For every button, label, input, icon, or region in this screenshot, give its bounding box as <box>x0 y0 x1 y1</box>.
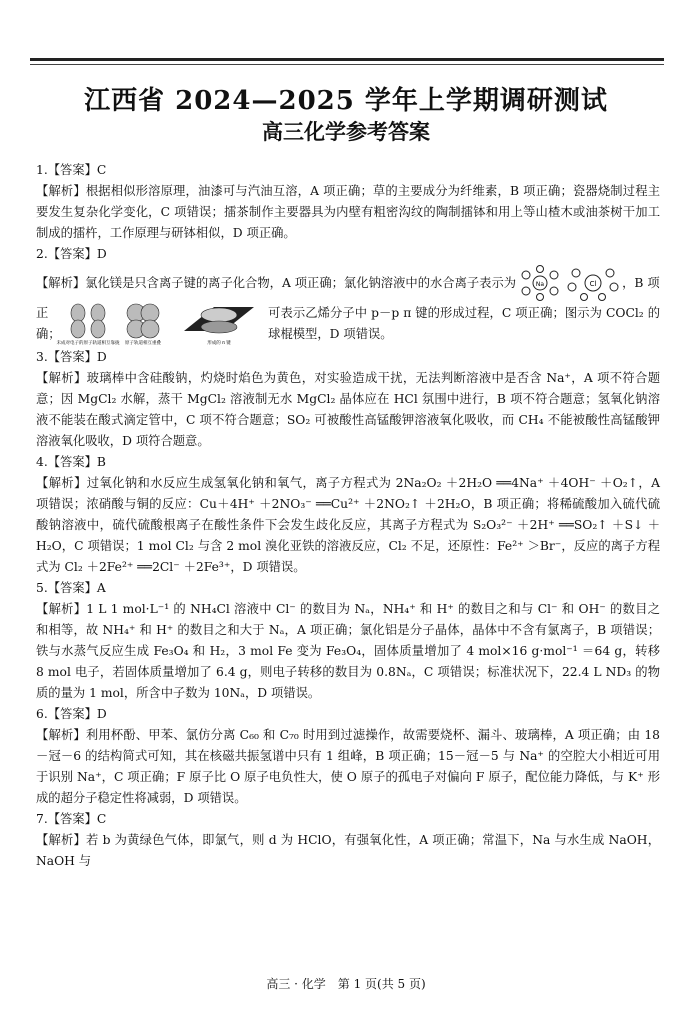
q7-explanation: 【解析】若 b 为黄绿色气体，即氯气，则 d 为 HClO，有强氧化性，A 项正确；常温下，Na 与水生成 NaOH，NaOH 与 <box>36 833 660 868</box>
q2-explanation-part-d: 可表示乙烯分子中 p－p π 键的形成过程，C 项正确；图示为 COCl₂ 的球棍模型，D 项错误。 <box>268 306 660 341</box>
q4-answer: 4.【答案】B <box>36 455 106 469</box>
q3-explanation: 【解析】玻璃棒中含硅酸钠，灼烧时焰色为黄色，对实验造成干扰，无法判断溶液中是否含 Na⁺，A 项不符合题意；因 MgCl₂ 水解，蒸干 MgCl₂ 溶液制无水 MgCl₂ 晶体应在 HCl 氛围中进行，B 项不符合题意；氢氧化钠溶液不能装在酸式滴定管中，C 项不符合题意；SO₂ 可被酸性高锰酸钾溶液氧化吸收，而 CH₄ 不能被酸性高锰酸钾溶液氧化吸收，D 项符合题意。 <box>36 371 660 448</box>
q2-explanation-line1 <box>36 265 660 301</box>
pi-step3-label: 形成的 π 键 <box>207 341 231 346</box>
q7-answer: 7.【答案】C <box>36 812 107 826</box>
q5-explanation: 【解析】1 L 1 mol·L⁻¹ 的 NH₄Cl 溶液中 Cl⁻ 的数目为 Nₐ，NH₄⁺ 和 H⁺ 的数目之和与 Cl⁻ 和 OH⁻ 的数目之和相等，故 NH₄⁺ 和 H⁺ 的数目之和大于 Nₐ，A 项正确；氯化铝是分子晶体，晶体中不含有氯离子，B 项错误；铁与水蒸气反应生成 Fe₃O₄ 和 H₂，3 mol Fe 变为 Fe₃O₄，固体质量增加了 4 mol×16 g·mol⁻¹ ＝64 g，转移 8 mol 电子，若固体质量增加了 6.4 g，则电子转移的数目为 0.8Nₐ，C 项错误；标准状况下，22.4 L ND₃ 的物质的量为 1 mol，所含中子数为 10Nₐ，D 项错误。 <box>36 602 660 700</box>
hydrated-cl-ion-diagram <box>564 265 622 301</box>
q2-answer: 2.【答案】D <box>36 247 107 261</box>
answer-content <box>36 160 660 872</box>
page-footer: 高三 · 化学 第 1 页(共 5 页) <box>266 977 426 991</box>
pi-bond-formation-diagram <box>56 301 264 347</box>
na-label: Na <box>535 281 545 288</box>
pi-step1-label: 未成对电子的原子轨道相互靠拢 <box>56 341 120 346</box>
q6-answer: 6.【答案】D <box>36 707 107 721</box>
hydrated-na-ion-diagram <box>516 265 564 301</box>
cl-label: Cl <box>589 280 597 288</box>
top-rule <box>30 58 664 61</box>
q1-answer: 1.【答案】C <box>36 163 107 177</box>
q2-explanation-line2 <box>36 301 660 347</box>
q6-explanation: 【解析】利用杯酚、甲苯、氯仿分离 C₆₀ 和 C₇₀ 时用到过滤操作，故需要烧杯、漏斗、玻璃棒，A 项正确；由 18－冠－6 的结构简式可知，其在核磁共振氢谱中只有 1 组峰，B 项正确；15－冠－5 与 Na⁺ 的空腔大小相近可用于识别 Na⁺，C 项正确；F 原子比 O 原子电负性大，使 O 原子的孤电子对偏向 F 原子，配位能力降低，与 K⁺ 形成的超分子稳定性将减弱，D 项错误。 <box>36 728 660 805</box>
page-title: 江西省 2024—2025 学年上学期调研测试 <box>84 86 608 116</box>
q1-explanation: 【解析】根据相似形溶原理，油漆可与汽油互溶，A 项正确；草的主要成分为纤维素，B 项正确；瓷器烧制过程主要发生复杂化学变化，C 项错误；擂茶制作主要器具为内壁有粗密沟纹的陶制擂钵和用上等山楂木或油茶树干加工制成的擂杵，工作原理与研钵相似，D 项正确。 <box>36 184 660 240</box>
top-rule-thin <box>30 64 664 65</box>
q4-explanation: 【解析】过氧化钠和水反应生成氢氧化钠和氧气，离子方程式为 2Na₂O₂ ＋2H₂O ══4Na⁺ ＋4OH⁻ ＋O₂↑，A 项错误；浓硝酸与铜的反应：Cu＋4H⁺ ＋2NO₃⁻ ══Cu²⁺ ＋2NO₂↑ ＋2H₂O，B 项正确；将稀硫酸加入硫代硫酸钠溶液中，硫代硫酸根离子在酸性条件下会发生歧化反应，其离子方程式为 S₂O₃²⁻ ＋2H⁺ ══SO₂↑ ＋S↓ ＋H₂O，C 项错误；1 mol Cl₂ 与含 2 mol 溴化亚铁的溶液反应，Cl₂ 不足，还原性：Fe²⁺ ＞Br⁻，反应的离子方程式为 Cl₂ ＋2Fe²⁺ ══2Cl⁻ ＋2Fe³⁺，D 项错误。 <box>36 476 660 574</box>
q2-explanation-part-b: ，B 项 <box>622 275 660 290</box>
q2-explanation-part-a: 【解析】氯化镁是只含离子键的离子化合物，A 项正确；氯化钠溶液中的水合离子表示为 <box>36 275 517 290</box>
q2-explanation-part-c: 正确； <box>36 306 61 341</box>
pi-step2-label: 原子轨道相互重叠 <box>125 341 162 346</box>
q5-answer: 5.【答案】A <box>36 581 106 595</box>
q3-answer: 3.【答案】D <box>36 350 107 364</box>
page-subtitle: 高三化学参考答案 <box>262 119 430 144</box>
